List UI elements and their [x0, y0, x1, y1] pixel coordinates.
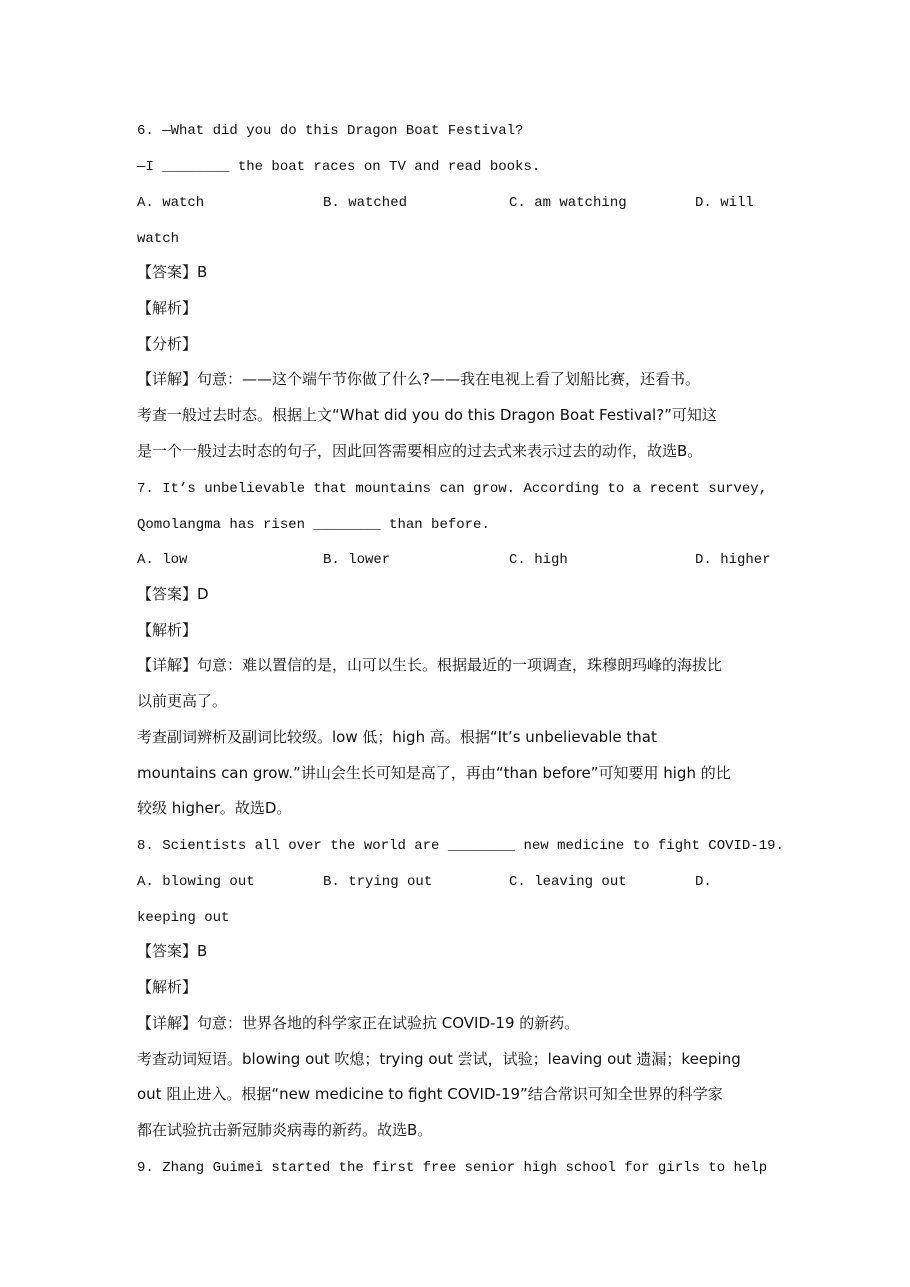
question-9-stem: 9. Zhang Guimei started the first free senior high school for girls to help: [137, 1160, 768, 1176]
question-7-line2: Qomolangma has risen ________ than before.: [137, 517, 490, 533]
detail-explanation: 【详解】句意：——这个端午节你做了什么?——我在电视上看了划船比赛，还看书。: [137, 370, 700, 388]
answer-label: 【答案】D: [137, 585, 209, 603]
question-7-stem: 7. It’s unbelievable that mountains can grow. According to a recent survey,: [137, 481, 768, 497]
analysis-label: 【解析】: [137, 299, 198, 317]
explanation-text: 较级 higher。故选D。: [137, 799, 292, 817]
option-d: D.: [695, 874, 712, 890]
option-d-wrap: keeping out: [137, 910, 230, 926]
option-b: B. watched: [323, 195, 408, 211]
question-8-stem: 8. Scientists all over the world are ________ new medicine to fight COVID-19.: [137, 838, 784, 854]
option-b: B. trying out: [323, 874, 433, 890]
question-6-stem: 6. —What did you do this Dragon Boat Festival?: [137, 123, 524, 139]
detail-explanation: 【详解】句意：世界各地的科学家正在试验抗 COVID-19 的新药。: [137, 1014, 580, 1032]
answer-label: 【答案】B: [137, 942, 208, 960]
option-b: B. lower: [323, 552, 391, 568]
explanation-text: 考查动词短语。blowing out 吹熄；trying out 尝试，试验；leaving out 遗漏；keeping: [137, 1050, 741, 1068]
option-d: D. will: [695, 195, 754, 211]
option-a: A. low: [137, 552, 188, 568]
option-d: D. higher: [695, 552, 771, 568]
detail-explanation: 【详解】句意：难以置信的是，山可以生长。根据最近的一项调查，珠穆朗玛峰的海拔比: [137, 656, 723, 674]
explanation-text: 考查一般过去时态。根据上文“What did you do this Dragon Boat Festival?”可知这: [137, 406, 717, 424]
detail-explanation: 以前更高了。: [137, 692, 228, 710]
option-c: C. leaving out: [509, 874, 627, 890]
explanation-text: 是一个一般过去时态的句子，因此回答需要相应的过去式来表示过去的动作，故选B。: [137, 442, 703, 460]
answer-label: 【答案】B: [137, 263, 208, 281]
analysis-label: 【解析】: [137, 621, 198, 639]
option-c: C. am watching: [509, 195, 627, 211]
option-c: C. high: [509, 552, 568, 568]
explanation-text: mountains can grow.”讲山会生长可知是高了，再由“than before”可知要用 high 的比: [137, 764, 731, 782]
fenxi-label: 【分析】: [137, 335, 198, 353]
explanation-text: 考查副词辨析及副词比较级。low 低；high 高。根据“It’s unbelievable that: [137, 728, 657, 746]
option-d-wrap: watch: [137, 231, 180, 247]
option-a: A. blowing out: [137, 874, 255, 890]
option-a: A. watch: [137, 195, 205, 211]
analysis-label: 【解析】: [137, 978, 198, 996]
explanation-text: out 阻止进入。根据“new medicine to fight COVID-19”结合常识可知全世界的科学家: [137, 1085, 723, 1103]
question-6-line2: —I ________ the boat races on TV and read books.: [137, 159, 541, 175]
explanation-text: 都在试验抗击新冠肺炎病毒的新药。故选B。: [137, 1121, 433, 1139]
